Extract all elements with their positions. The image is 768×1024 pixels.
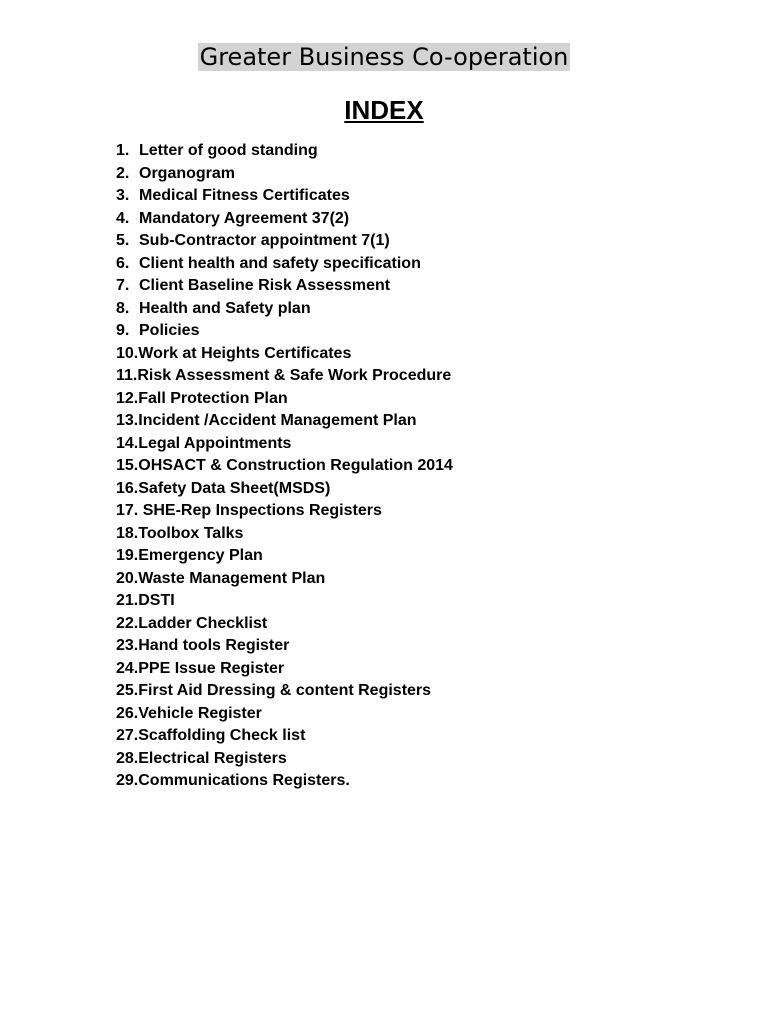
index-item-number: 20. — [116, 569, 139, 587]
index-item — [116, 275, 453, 298]
index-item — [116, 748, 453, 771]
index-item-text: Sub-Contractor appointment 7(1) — [139, 232, 390, 249]
index-item-number: 3. — [116, 187, 130, 204]
index-item-number: 6. — [116, 254, 130, 272]
index-item-text: DSTI — [138, 592, 175, 609]
index-item-text: Hand tools Register — [138, 637, 290, 654]
index-item-text: Organogram — [139, 164, 236, 182]
index-item — [116, 545, 453, 568]
index-item-text: Emergency Plan — [138, 547, 263, 564]
index-item-number: 13. — [116, 412, 139, 429]
index-item-number: 5. — [116, 232, 130, 249]
index-item-number: 23. — [116, 637, 139, 654]
index-item-text: Client Baseline Risk Assessment — [139, 277, 391, 294]
index-item-text: SHE-Rep Inspections Registers — [138, 502, 382, 519]
index-item-text: Medical Fitness Certificates — [139, 187, 350, 204]
index-item-number: 27. — [116, 727, 139, 744]
index-item — [116, 658, 453, 681]
index-item — [116, 703, 453, 726]
index-item — [116, 500, 453, 523]
index-item-number: 1. — [116, 142, 130, 159]
index-item-number: 29. — [116, 772, 139, 789]
index-item — [116, 433, 453, 456]
index-item-number: 28. — [116, 749, 139, 767]
index-item-text: PPE Issue Register — [138, 659, 285, 677]
company-title — [0, 42, 768, 72]
index-item — [116, 365, 453, 388]
index-item — [116, 725, 453, 748]
index-item — [116, 343, 453, 366]
index-item-number: 4. — [116, 209, 130, 227]
index-item-number: 2. — [116, 164, 130, 182]
index-item — [116, 635, 453, 658]
index-item-number: 7. — [116, 277, 130, 294]
index-item-number: 14. — [116, 434, 139, 452]
index-item-number: 16. — [116, 479, 139, 497]
index-item-text: Scaffolding Check list — [138, 727, 306, 744]
index-item-text: First Aid Dressing & content Registers — [138, 682, 432, 699]
index-item-number: 10. — [116, 344, 139, 362]
company-title-text: Greater Business Co-operation — [199, 43, 569, 71]
index-item-number: 25. — [116, 682, 139, 699]
index-item-number: 12. — [116, 389, 139, 407]
index-item-number: 17. — [116, 502, 139, 519]
index-item — [116, 568, 453, 591]
index-item — [116, 208, 453, 231]
index-item-text: OHSACT & Construction Regulation 2014 — [138, 457, 453, 474]
index-item — [116, 770, 453, 793]
index-item-text: Incident /Accident Management Plan — [138, 412, 417, 429]
index-item — [116, 320, 453, 343]
index-item-text: Letter of good standing — [139, 142, 318, 159]
index-item — [116, 388, 453, 411]
index-item-text: Work at Heights Certificates — [138, 344, 352, 362]
index-item-text: Fall Protection Plan — [138, 389, 288, 407]
index-item — [116, 523, 453, 546]
index-item — [116, 455, 453, 478]
index-item-number: 26. — [116, 704, 139, 722]
index-item-text: Risk Assessment & Safe Work Procedure — [137, 367, 452, 384]
index-item — [116, 613, 453, 636]
index-item — [116, 680, 453, 703]
index-item — [116, 298, 453, 321]
index-item-text: Mandatory Agreement 37(2) — [139, 209, 350, 227]
index-item-text: Health and Safety plan — [139, 299, 311, 317]
index-list — [116, 140, 453, 793]
index-item-text: Policies — [139, 322, 200, 339]
index-item — [116, 478, 453, 501]
index-item-text: Legal Appointments — [138, 434, 292, 452]
index-item — [116, 140, 453, 163]
index-item — [116, 590, 453, 613]
index-item-text: Waste Management Plan — [138, 569, 326, 587]
index-item-text: Client health and safety specification — [139, 254, 421, 272]
index-item-text: Communications Registers. — [138, 772, 350, 789]
index-item-number: 11. — [116, 367, 138, 384]
index-item-number: 18. — [116, 524, 139, 542]
index-item-number: 8. — [116, 299, 130, 317]
index-heading: INDEX — [344, 95, 424, 125]
index-item-number: 21. — [116, 592, 139, 609]
index-item-text: Ladder Checklist — [138, 614, 268, 632]
index-item-number: 24. — [116, 659, 139, 677]
index-item — [116, 230, 453, 253]
index-item — [116, 163, 453, 186]
index-item-text: Safety Data Sheet(MSDS) — [138, 479, 331, 497]
index-item-text: Vehicle Register — [138, 704, 262, 722]
index-item — [116, 253, 453, 276]
index-item-text: Toolbox Talks — [138, 524, 244, 542]
index-item — [116, 185, 453, 208]
index-item-text: Electrical Registers — [138, 749, 287, 767]
index-item-number: 15. — [116, 457, 139, 474]
index-item — [116, 410, 453, 433]
index-item-number: 19. — [116, 547, 139, 564]
index-item-number: 22. — [116, 614, 139, 632]
index-item-number: 9. — [116, 322, 130, 339]
